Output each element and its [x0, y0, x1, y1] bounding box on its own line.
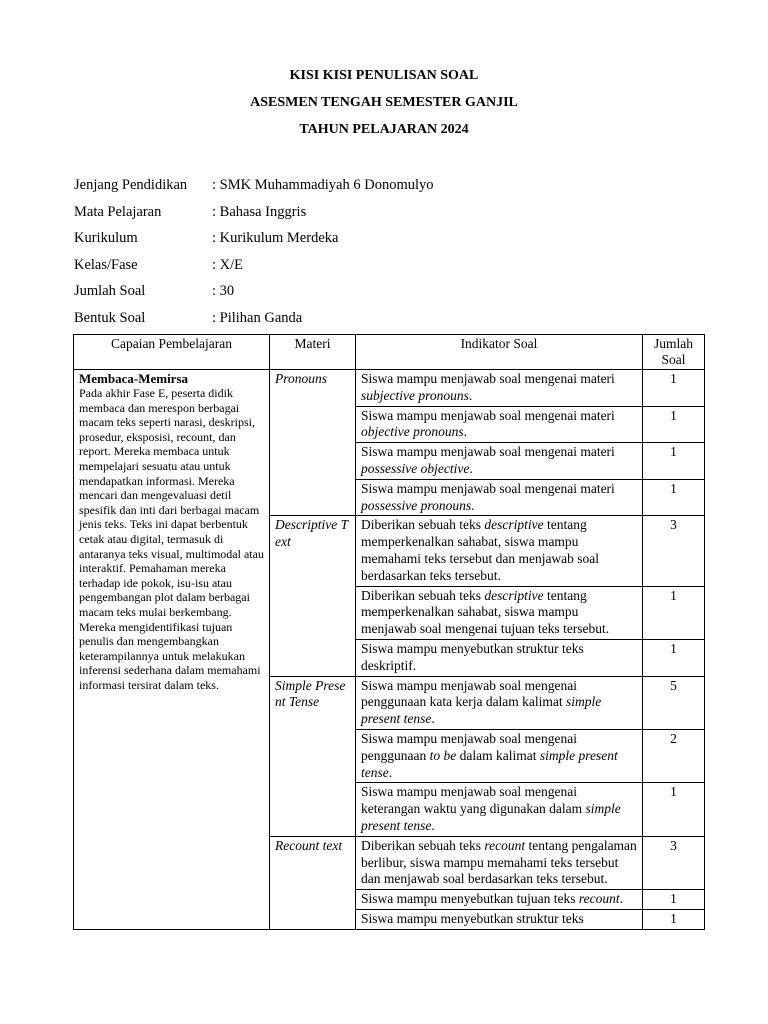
kisi-kisi-table [73, 334, 705, 930]
info-row-mapel [74, 203, 434, 230]
indikator-emphasis: subjective pronouns [361, 387, 469, 403]
indikator-text: Siswa mampu menyebutkan struktur teks deskriptif. [361, 640, 584, 673]
header-capaian: Capaian Pembelajaran [74, 335, 270, 370]
indikator-text: . [619, 891, 623, 907]
info-label: Kelas/Fase [74, 256, 138, 273]
indikator-cell [356, 909, 643, 929]
jumlah-cell: 1 [643, 909, 705, 929]
indikator-text: Siswa mampu menjawab soal mengenai penggunaan kata kerja dalam kalimat [361, 677, 577, 710]
jumlah-cell: 1 [643, 783, 705, 836]
indikator-text: . [431, 711, 435, 727]
document-title-block [0, 67, 768, 148]
indikator-emphasis: descriptive [484, 517, 544, 533]
indikator-emphasis: recount [578, 891, 620, 907]
indikator-cell [356, 479, 643, 516]
info-row-jumlah [74, 282, 434, 309]
table-body [74, 370, 705, 930]
jumlah-cell: 2 [643, 729, 705, 782]
indikator-text: dalam kalimat [456, 747, 540, 763]
info-value: : Kurikulum Merdeka [212, 230, 339, 246]
capaian-text: Pada akhir Fase E, peserta didik membaca dan merespon berbagai macam teks seperti narasi, deskripsi, prosedur, eksposisi, recount, dan report. Mereka membaca untuk mempelajari sesuatu atau untuk mendapatkan informasi. Mereka mencari dan mengevaluasi detil spesifik dan inti dari berbagai macam jenis teks. Teks ini dapat berbentuk cetak atau digital, termasuk di antaranya teks visual, multimodal atau interaktif. Pemahaman mereka terhadap ide pokok, isu-isu atau pengembangan plot dalam berbagai macam teks mulai berkembang. Mereka mengidentifikasi tujuan penulis dan mengembangkan keterampilannya untuk melakukan inferensi sederhana dalam memahami informasi tersirat dalam teks. [79, 386, 264, 692]
info-label: Jumlah Soal [74, 283, 146, 299]
indikator-cell [356, 586, 643, 639]
indikator-cell [356, 370, 643, 407]
jumlah-cell: 1 [643, 890, 705, 910]
indikator-text: tentang memperkenalkan sahabat, siswa mampu memahami teks tersebut dan menjawab soal berdasarkan teks tersebut. [361, 517, 600, 583]
indikator-cell [356, 516, 643, 586]
indikator-cell [356, 443, 643, 480]
jumlah-cell: 1 [643, 479, 705, 516]
capaian-title: Membaca-Memirsa [79, 371, 189, 386]
indikator-text: . [468, 387, 473, 403]
indikator-text: Siswa mampu menjawab soal mengenai materi [361, 444, 615, 460]
indikator-emphasis: possessive pronouns [361, 497, 472, 513]
info-value: : SMK Muhammadiyah 6 Donomulyo [212, 177, 434, 193]
materi-cell: Pronouns [270, 370, 356, 516]
indikator-text: . [469, 460, 473, 476]
jumlah-cell: 1 [643, 370, 705, 407]
info-value: : X/E [212, 256, 244, 273]
table-row [74, 370, 705, 407]
materi-cell: Recount text [270, 836, 356, 929]
info-value: : Bahasa Inggris [212, 203, 307, 220]
indikator-text: . [463, 424, 467, 440]
jumlah-cell: 1 [643, 639, 705, 676]
indikator-cell [356, 836, 643, 889]
materi-cell: Simple Present Tense [270, 676, 356, 836]
info-row-kurikulum [74, 229, 434, 256]
indikator-emphasis: recount [484, 837, 526, 853]
document-year: TAHUN PELAJARAN 2024 [299, 122, 469, 137]
jumlah-cell: 1 [643, 443, 705, 480]
indikator-text: Siswa mampu menjawab soal mengenai materi [361, 407, 615, 423]
indikator-emphasis: possessive objective [361, 460, 470, 476]
indikator-cell [356, 676, 643, 729]
indikator-cell [356, 406, 643, 443]
jumlah-cell: 1 [643, 586, 705, 639]
indikator-text: Siswa mampu menyebutkan struktur teks [361, 910, 584, 926]
indikator-text: . [388, 764, 393, 780]
indikator-emphasis: to be [429, 747, 457, 763]
indikator-text: . [431, 817, 435, 833]
materi-cell: Descriptive Text [270, 516, 356, 676]
indikator-text: . [471, 497, 475, 513]
indikator-text: Diberikan sebuah teks [361, 587, 485, 603]
info-row-jenjang [74, 176, 434, 203]
info-row-bentuk [74, 309, 434, 336]
info-value: : 30 [212, 283, 235, 299]
header-materi: Materi [270, 335, 356, 370]
indikator-emphasis: descriptive [484, 587, 544, 603]
capaian-cell [74, 370, 270, 930]
info-label: Kurikulum [74, 230, 138, 246]
jumlah-cell: 3 [643, 516, 705, 586]
info-label: Mata Pelajaran [74, 203, 162, 220]
jumlah-cell: 3 [643, 836, 705, 889]
jumlah-cell: 1 [643, 406, 705, 443]
indikator-text: tentang memperkenalkan sahabat, siswa mampu menjawab soal mengenai tujuan teks tersebut. [361, 587, 610, 637]
jumlah-cell: 5 [643, 676, 705, 729]
indikator-text: Siswa mampu menjawab soal mengenai materi [361, 480, 615, 496]
indikator-text: Diberikan sebuah teks [361, 517, 485, 533]
indikator-emphasis: simple present tense [361, 801, 621, 833]
indikator-cell [356, 729, 643, 782]
document-subtitle: ASESMEN TENGAH SEMESTER GANJIL [250, 95, 518, 110]
table-header-row [74, 335, 705, 370]
info-label: Jenjang Pendidikan [74, 177, 188, 193]
indikator-text: Siswa mampu menjawab soal mengenai penggunaan [361, 730, 577, 763]
indikator-cell [356, 783, 643, 836]
indikator-emphasis: objective pronouns [361, 424, 464, 440]
info-block [74, 176, 434, 335]
document-title: KISI KISI PENULISAN SOAL [289, 68, 479, 83]
indikator-emphasis: simple present tense [361, 747, 618, 780]
header-jumlah: Jumlah Soal [643, 335, 705, 370]
indikator-emphasis: simple present tense [361, 694, 602, 727]
info-label: Bentuk Soal [74, 309, 146, 326]
indikator-text: Siswa mampu menjawab soal mengenai keterangan waktu yang digunakan dalam [361, 784, 586, 817]
indikator-text: Siswa mampu menjawab soal mengenai materi [361, 371, 615, 386]
indikator-cell [356, 639, 643, 676]
indikator-text: Siswa mampu menyebutkan tujuan teks [361, 891, 579, 907]
info-row-kelas [74, 256, 434, 283]
info-value: : Pilihan Ganda [212, 309, 303, 326]
indikator-text: tentang pengalaman berlibur, siswa mampu memahami teks tersebut dan menjawab soal berdasarkan teks tersebut. [361, 837, 637, 887]
indikator-cell [356, 890, 643, 910]
indikator-text: Diberikan sebuah teks [361, 837, 485, 853]
header-indikator: Indikator Soal [356, 335, 643, 370]
